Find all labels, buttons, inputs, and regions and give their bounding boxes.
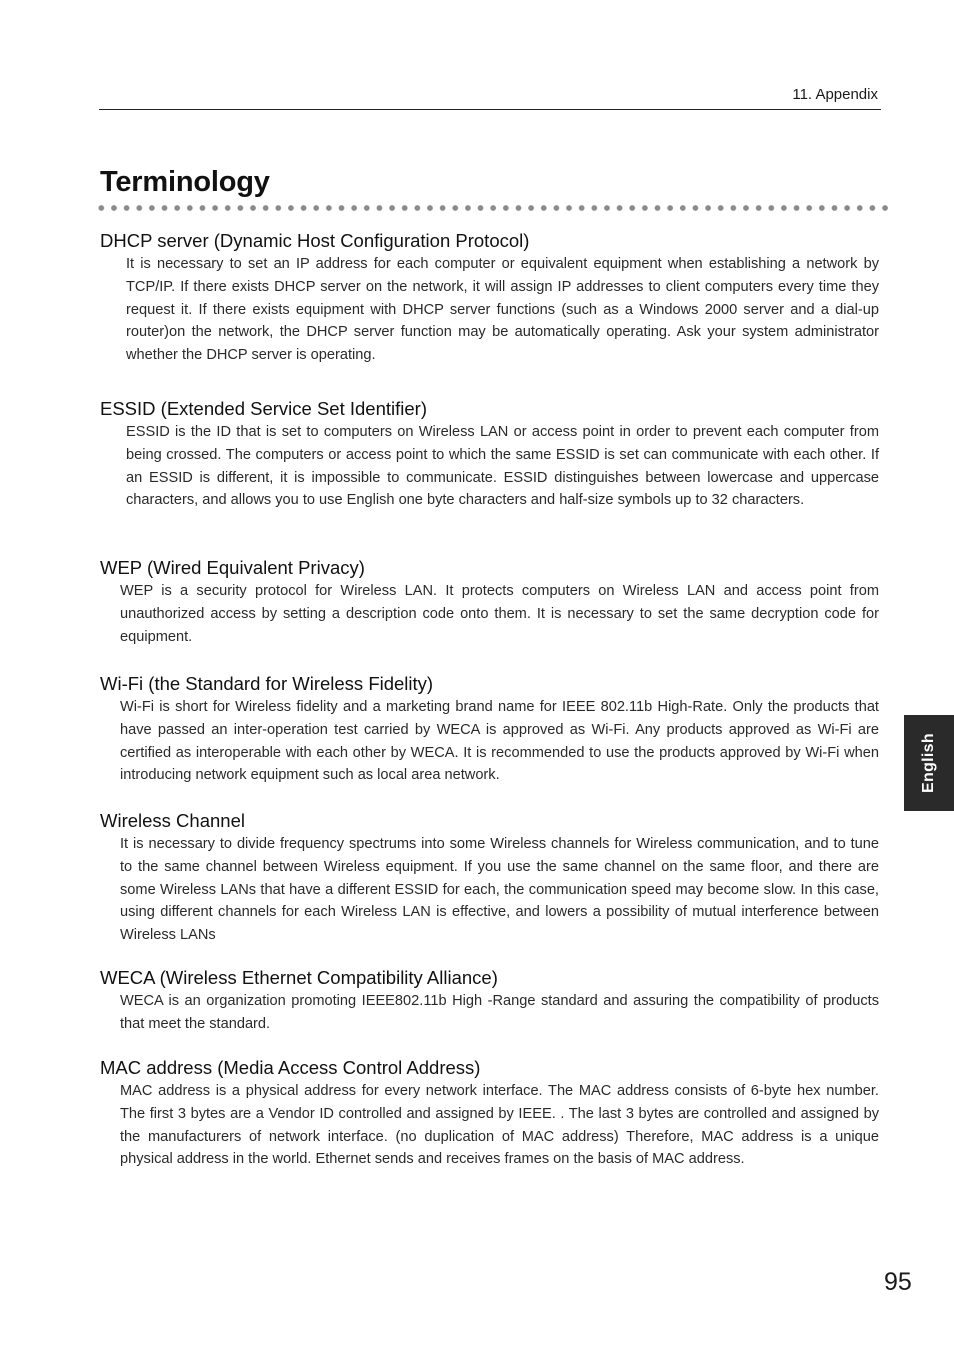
term-heading: ESSID (Extended Service Set Identifier): [100, 398, 427, 419]
header-divider: [99, 109, 881, 110]
term-heading: WECA (Wireless Ethernet Compatibility Alliance): [100, 967, 498, 988]
term-description: Wi-Fi is short for Wireless fidelity and a marketing brand name for IEEE 802.11b High-Rate. Only the products that have passed an inter-operation test carried by WECA is approved as Wi-Fi. Any products approved as Wi-Fi are certified as interoperable with each other by WECA. It is recommended to use the products approved by Wi-Fi when introducing network equipment such as local area network.: [120, 699, 879, 784]
term-heading: Wi-Fi (the Standard for Wireless Fidelity): [100, 673, 434, 694]
section-label: 11. Appendix: [792, 86, 878, 103]
term-description: It is necessary to divide frequency spectrums into some Wireless channels for Wireless communication, and to tune to the same channel between Wireless equipment. If you use the same channel on the same floor, and there are some Wireless LANs that have a different ESSID for each, the communication speed may become slow. In this case, using different channels for each Wireless LAN is effective, and lowers a possibility of mutual interference between Wireless LANs: [120, 836, 879, 944]
term-wifi: [100, 672, 879, 787]
dotted-divider: [95, 204, 892, 212]
language-tab: [904, 715, 954, 811]
term-heading: WEP (Wired Equivalent Privacy): [100, 557, 365, 578]
term-description: ESSID is the ID that is set to computers on Wireless LAN or access point in order to prevent each computer from being crossed. The computers or access point to which the same ESSID is set can communicate with each other. If an ESSID is different, it is impossible to communicate. ESSID distinguishes between lowercase and uppercase characters, and allows you to use English one byte characters and half-size symbols up to 32 characters.: [126, 424, 879, 509]
page-number: 95: [884, 1268, 912, 1296]
term-description: It is necessary to set an IP address for each computer or equivalent equipment when establishing a network by TCP/IP. If there exists DHCP server on the network, it will assign IP addresses to client computers every time they request it. If there exists equipment with DHCP server functions (such as a Windows 2000 server and a dial-up router)on the network, the DHCP server function may be automatically operating. Ask your system administrator whether the DHCP server is operating.: [126, 256, 879, 364]
term-mac-address: [100, 1056, 879, 1171]
term-heading: MAC address (Media Access Control Address): [100, 1057, 481, 1078]
term-dhcp: [100, 229, 879, 367]
term-essid: [100, 397, 879, 512]
term-description: WECA is an organization promoting IEEE802.11b High -Range standard and assuring the compatibility of products that meet the standard.: [120, 993, 879, 1032]
term-weca: [100, 966, 879, 1036]
term-wireless-channel: [100, 809, 879, 947]
term-wep: [100, 556, 879, 648]
term-heading: DHCP server (Dynamic Host Configuration Protocol): [100, 230, 530, 251]
term-heading: Wireless Channel: [100, 810, 245, 831]
page-title: Terminology: [100, 166, 270, 198]
term-description: MAC address is a physical address for every network interface. The MAC address consists of 6-byte hex number. The first 3 bytes are a Vendor ID controlled and assigned by IEEE. . The last 3 bytes are controlled and assigned by the manufacturers of network interface. (no duplication of MAC address) Therefore, MAC address is a unique physical address in the world. Ethernet sends and receives frames on the basis of MAC address.: [120, 1083, 879, 1168]
language-tab-label: English: [920, 733, 938, 793]
term-description: WEP is a security protocol for Wireless LAN. It protects computers on Wireless LAN and access point from unauthorized access by setting a description code onto them. It is necessary to set the same decryption code for equipment.: [120, 583, 879, 645]
